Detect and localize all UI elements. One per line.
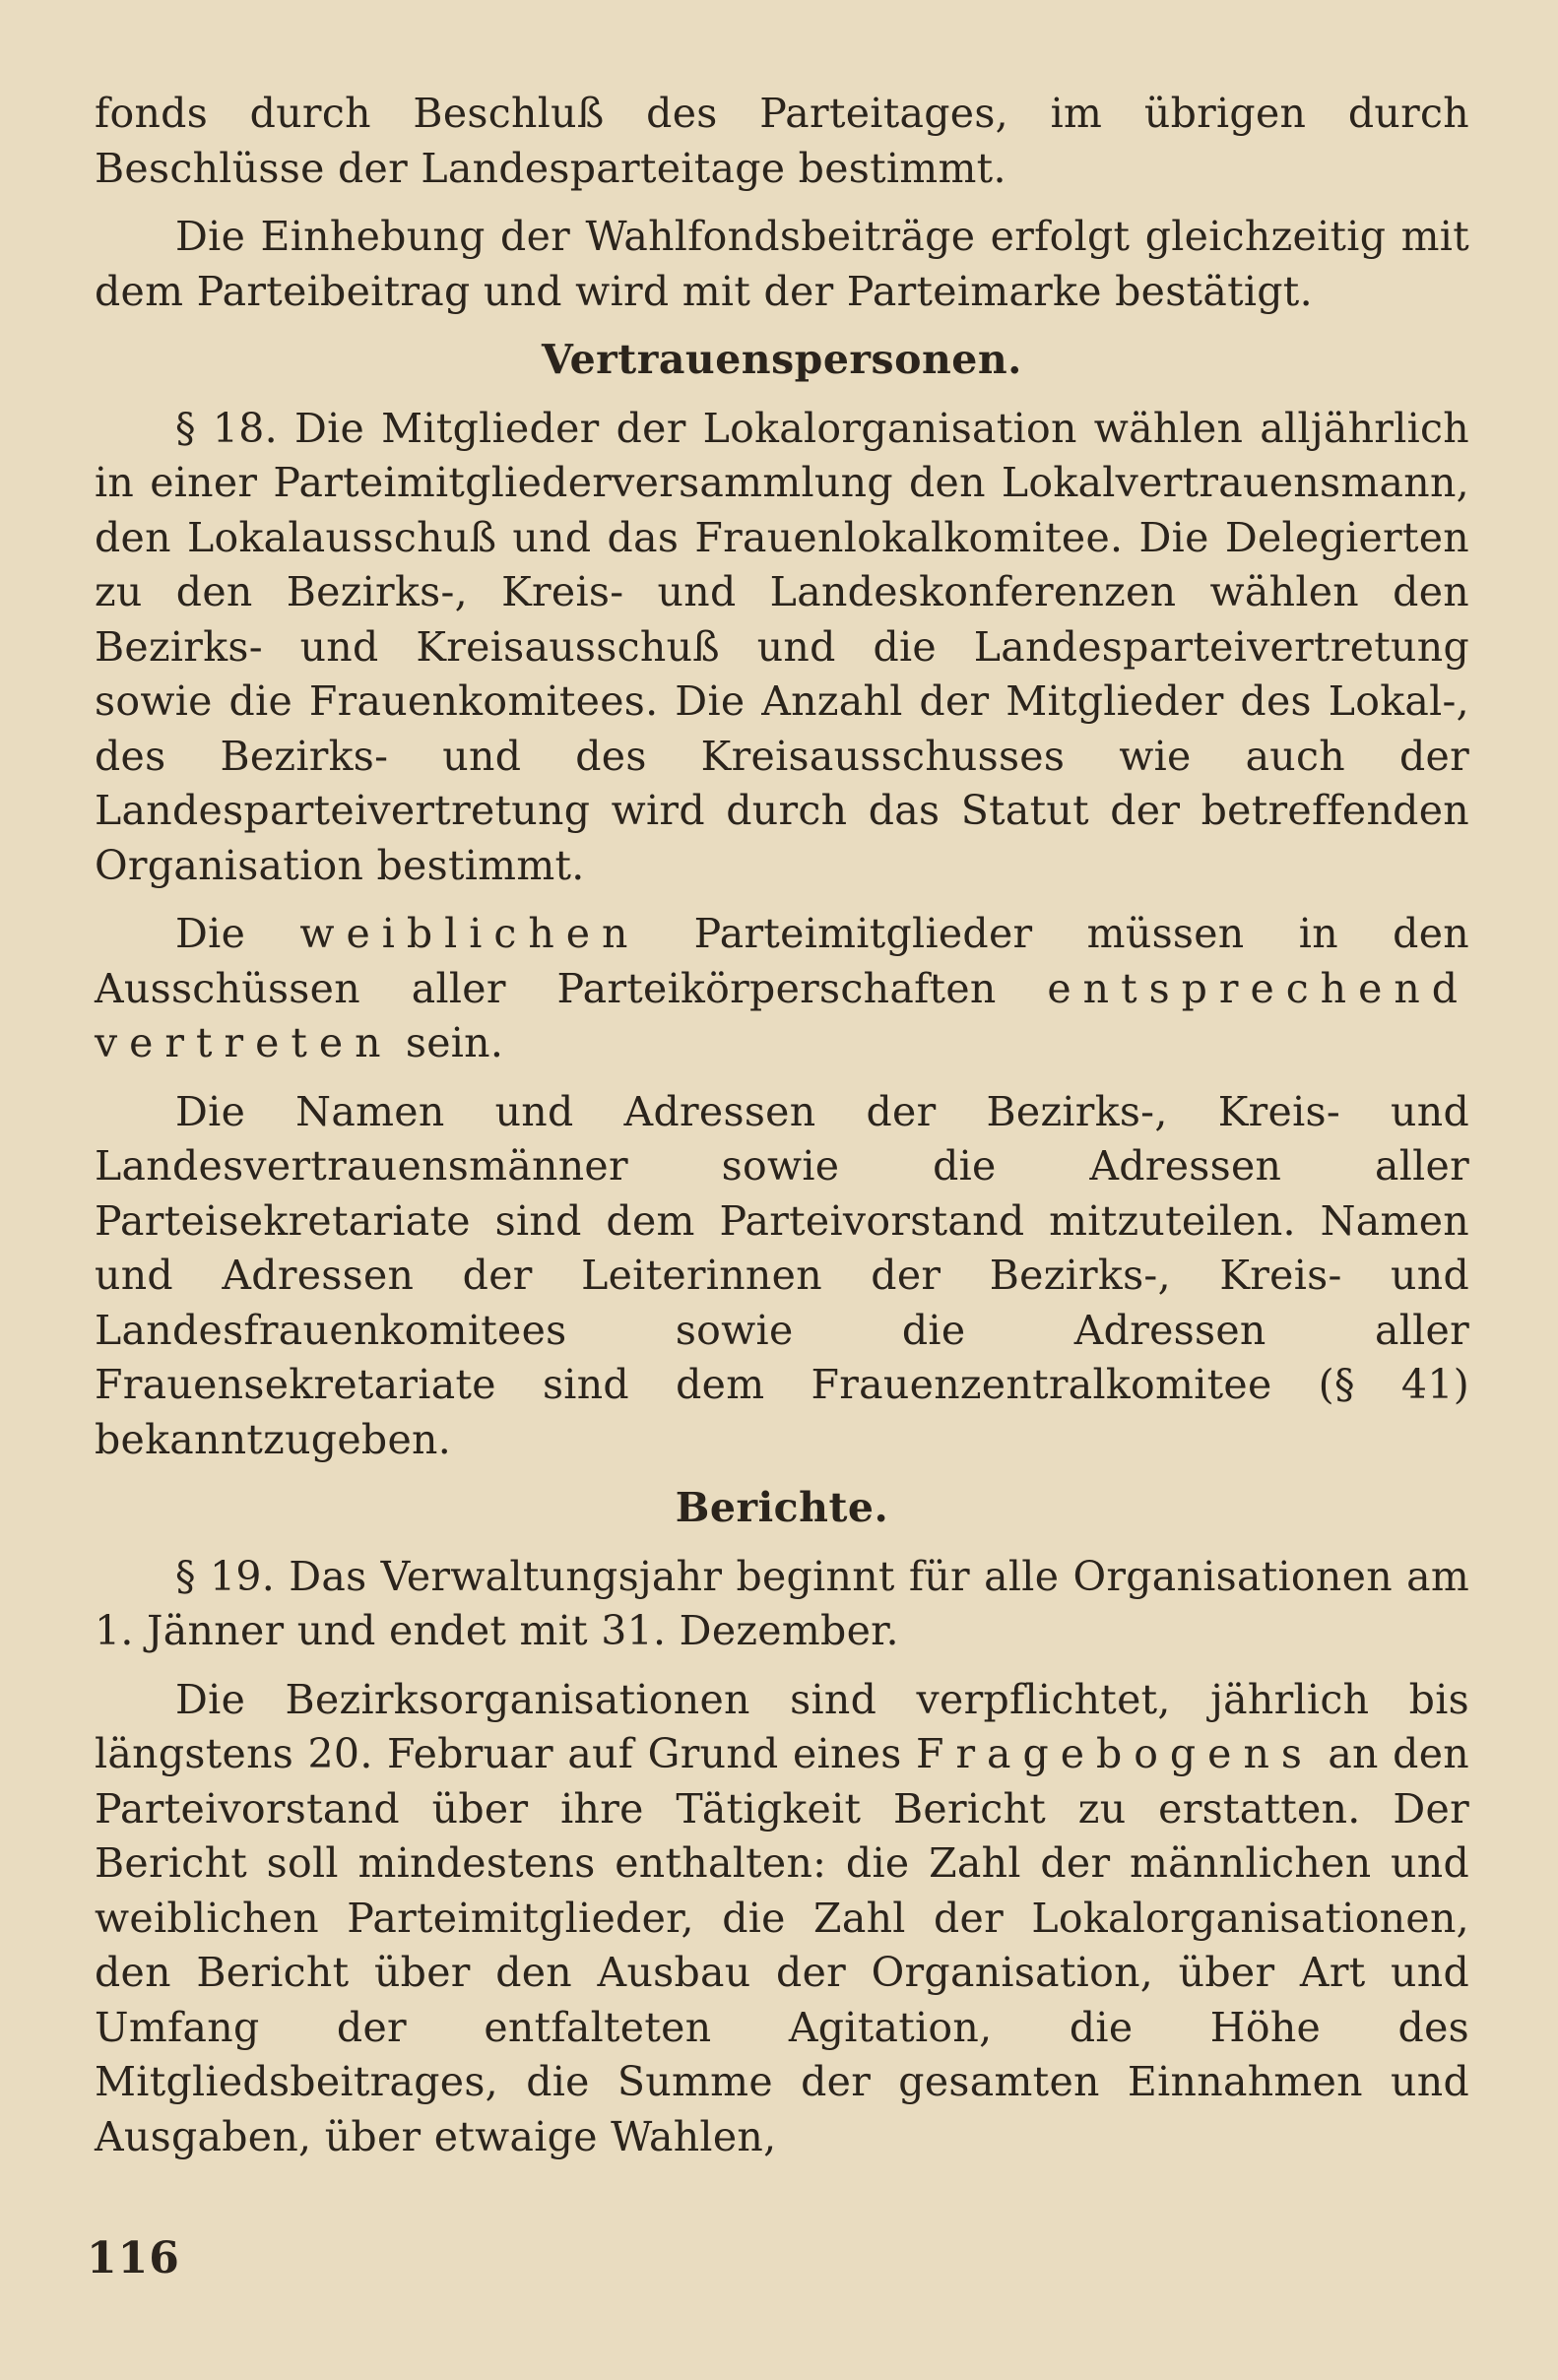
paragraph-female-members — [95, 907, 1469, 1071]
emphasized-text: Fragebogens — [916, 1730, 1314, 1777]
paragraph-fund-collection: Die Einhebung der Wahlfondsbeiträge erfolgt gleichzeitig mit dem Parteibeitrag und wird mit der Parteimarke bestätigt. — [95, 213, 1469, 315]
page-number: 116 — [87, 2233, 180, 2284]
text-segment: Parteimitglieder müssen in den Ausschüssen aller Parteikörperschaften — [95, 910, 1469, 1012]
section-heading-trustees: Vertrauenspersonen. — [542, 336, 1022, 383]
emphasized-text: weiblichen — [299, 910, 640, 957]
paragraph-section-19: § 19. Das Verwaltungsjahr beginnt für alle Organisationen am 1. Jänner und endet mit 31. Dezember. — [95, 1552, 1469, 1654]
paragraph-district-reports — [95, 1673, 1469, 2165]
text-segment: sein. — [405, 1019, 504, 1066]
text-segment: an den Parteivorstand über ihre Tätigkeit Bericht zu erstatten. Der Bericht soll mindestens enthalten: die Zahl der männlichen und weiblichen Parteimitglieder, die Zahl der Lokalorganisationen, den Bericht über den Ausbau der Organisation, über Art und Umfang der entfalteten Agitation, die Höhe des Mitgliedsbeitrages, die Summe der gesamten Einnahmen und Ausgaben, über etwaige Wahlen, — [95, 1730, 1469, 2160]
paragraph-names-addresses: Die Namen und Adressen der Bezirks-, Kreis- und Landesvertrauensmänner sowie die Adressen aller Parteisekretariate sind dem Parteivorstand mitzuteilen. Namen und Adressen der Leiterinnen der Bezirks-, Kreis- und Landesfrauenkomitees sowie die Adressen aller Frauensekretariate sind dem Frauenzentralkomitee (§ 41) bekanntzugeben. — [95, 1087, 1469, 1463]
text-segment: Die — [175, 910, 246, 957]
section-heading-reports: Berichte. — [675, 1484, 889, 1531]
text-segment: Die Bezirksorganisationen sind verpflichtet, jährlich bis längstens 20. Februar auf Grund eines — [95, 1675, 1469, 1777]
emphasized-text: entsprechend vertreten — [95, 964, 1469, 1066]
paragraph-fund-continuation: fonds durch Beschluß des Parteitages, im übrigen durch Beschlüsse der Landesparteitage bestimmt. — [95, 90, 1469, 192]
paragraph-section-18: § 18. Die Mitglieder der Lokalorganisation wählen alljährlich in einer Parteimitgliederversammlung den Lokalvertrauensmann, den Lokalausschuß und das Frauenlokalkomitee. Die Delegierten zu den Bezirks-, Kreis- und Landeskonferenzen wählen den Bezirks- und Kreisausschuß und die Landesparteivertretung sowie die Frauenkomitees. Die Anzahl der Mitglieder des Lokal-, des Bezirks- und des Kreisausschusses wie auch der Landesparteivertretung wird durch das Statut der betreffenden Organisation bestimmt. — [95, 404, 1469, 889]
